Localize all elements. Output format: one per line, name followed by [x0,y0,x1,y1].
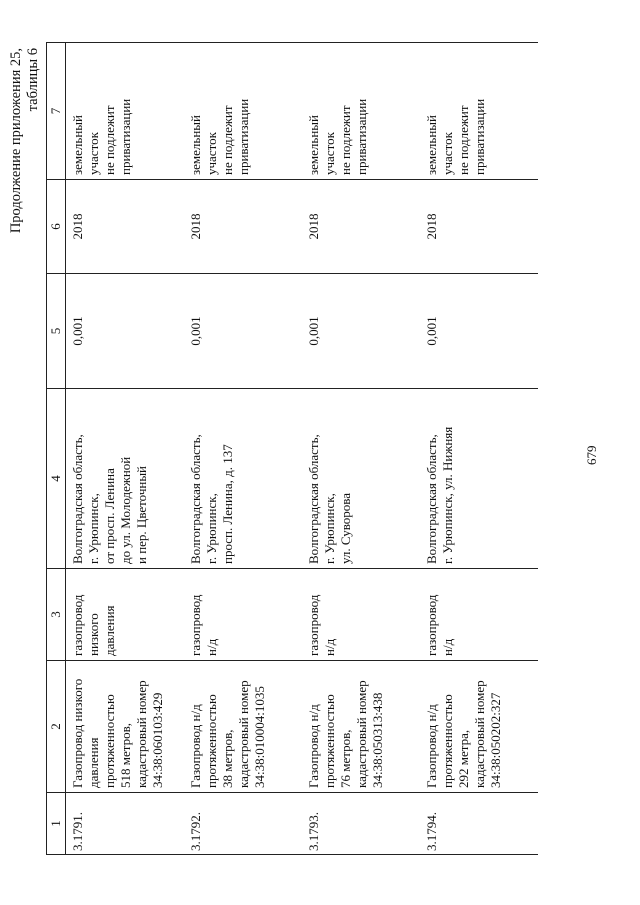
object-note-line: не подлежит [338,105,353,175]
object-type-cell [302,569,420,661]
object-name-line: кадастровый номер [134,680,149,788]
property-table [46,42,538,855]
header-row [47,43,66,855]
object-address-cell [420,389,538,569]
appendix-caption [8,48,42,233]
page-number: 679 [584,445,599,465]
object-name-line: протяженностью [440,694,455,788]
object-note-line: участок [440,132,455,175]
object-address-line: г. Урюпинск, [204,493,219,564]
object-type-line: газопровод [424,594,439,656]
object-name-line: 518 метров, [118,723,133,788]
caption-line-1: Продолжение приложения 25, [8,48,24,234]
object-year-cell: 2018 [420,180,538,274]
object-name-line: 34:38:010004:1035 [252,686,267,788]
object-note-line: приватизации [472,98,487,175]
object-note-line: участок [322,132,337,175]
row-number-cell: 3.1791. [66,793,185,855]
object-address-line: просп. Ленина, д. 137 [220,444,235,564]
object-area-cell: 0,001 [66,274,185,389]
object-address-line: г. Урюпинск, ул. Нижняя [440,426,455,564]
object-name-line: 292 метра, [456,729,471,788]
table-row [302,43,420,855]
object-name-cell [66,661,185,793]
object-address-line: ул. Суворова [338,492,353,564]
object-name-cell [302,661,420,793]
object-area-cell: 0,001 [302,274,420,389]
object-area-cell: 0,001 [420,274,538,389]
object-name-line: кадастровый номер [236,680,251,788]
object-note-line: приватизации [354,98,369,175]
object-name-line: Газопровод н/д [424,704,439,788]
object-note-line: не подлежит [220,105,235,175]
object-note-line: земельный [188,115,203,175]
header-col-3: 3 [47,569,66,661]
object-note-cell [420,43,538,180]
object-type-line: газопровод [70,594,85,656]
object-address-line: Волгоградская область, [424,434,439,564]
object-name-line: Газопровод н/д [306,704,321,788]
object-note-line: не подлежит [102,105,117,175]
object-name-line: протяженностью [322,694,337,788]
header-col-5: 5 [47,274,66,389]
object-note-cell [302,43,420,180]
object-note-cell [184,43,302,180]
object-name-line: 38 метров, [220,729,235,788]
object-name-line: 34:38:050313:438 [370,692,385,788]
row-number-cell: 3.1792. [184,793,302,855]
object-address-line: г. Урюпинск, [86,493,101,564]
header-col-6: 6 [47,180,66,274]
object-year-cell: 2018 [66,180,185,274]
header-col-2: 2 [47,661,66,793]
object-name-line: давления [86,737,101,788]
object-type-cell [420,569,538,661]
object-note-line: приватизации [236,98,251,175]
object-name-line: 34:38:050202:327 [488,692,503,788]
object-name-line: кадастровый номер [354,680,369,788]
object-note-line: земельный [424,115,439,175]
object-address-line: до ул. Молодежной [118,456,133,564]
object-note-line: земельный [70,115,85,175]
object-name-line: протяженностью [204,694,219,788]
object-name-cell [420,661,538,793]
object-name-line: Газопровод низкого [70,678,85,788]
object-address-cell [184,389,302,569]
row-number-cell: 3.1794. [420,793,538,855]
object-type-line: газопровод [188,594,203,656]
object-type-cell [184,569,302,661]
object-address-line: и пер. Цветочный [134,465,149,564]
object-name-line: кадастровый номер [472,680,487,788]
object-address-line: Волгоградская область, [306,434,321,564]
caption-line-2: таблицы 6 [25,48,41,112]
object-type-line: н/д [322,638,337,656]
object-note-line: не подлежит [456,105,471,175]
table-body [66,43,539,855]
object-note-line: земельный [306,115,321,175]
object-type-cell [66,569,185,661]
table-row [184,43,302,855]
object-name-line: 76 метров, [338,729,353,788]
object-type-line: газопровод [306,594,321,656]
header-col-4: 4 [47,389,66,569]
object-note-line: участок [86,132,101,175]
object-name-line: 34:38:060103:429 [150,692,165,788]
object-note-line: приватизации [118,98,133,175]
table-row [66,43,185,855]
object-type-line: н/д [204,638,219,656]
object-note-line: участок [204,132,219,175]
object-name-cell [184,661,302,793]
object-address-line: Волгоградская область, [188,434,203,564]
object-note-cell [66,43,185,180]
table-row [420,43,538,855]
object-address-cell [302,389,420,569]
object-address-line: г. Урюпинск, [322,493,337,564]
header-col-1: 1 [47,793,66,855]
object-name-line: протяженностью [102,694,117,788]
object-address-cell [66,389,185,569]
object-address-line: от просп. Ленина [102,468,117,564]
object-type-line: н/д [440,638,455,656]
object-area-cell: 0,001 [184,274,302,389]
object-type-line: давления [102,605,117,656]
object-name-line: Газопровод н/д [188,704,203,788]
row-number-cell: 3.1793. [302,793,420,855]
table-header [47,43,66,855]
object-type-line: низкого [86,613,101,656]
object-year-cell: 2018 [184,180,302,274]
object-address-line: Волгоградская область, [70,434,85,564]
object-year-cell: 2018 [302,180,420,274]
header-col-7: 7 [47,43,66,180]
